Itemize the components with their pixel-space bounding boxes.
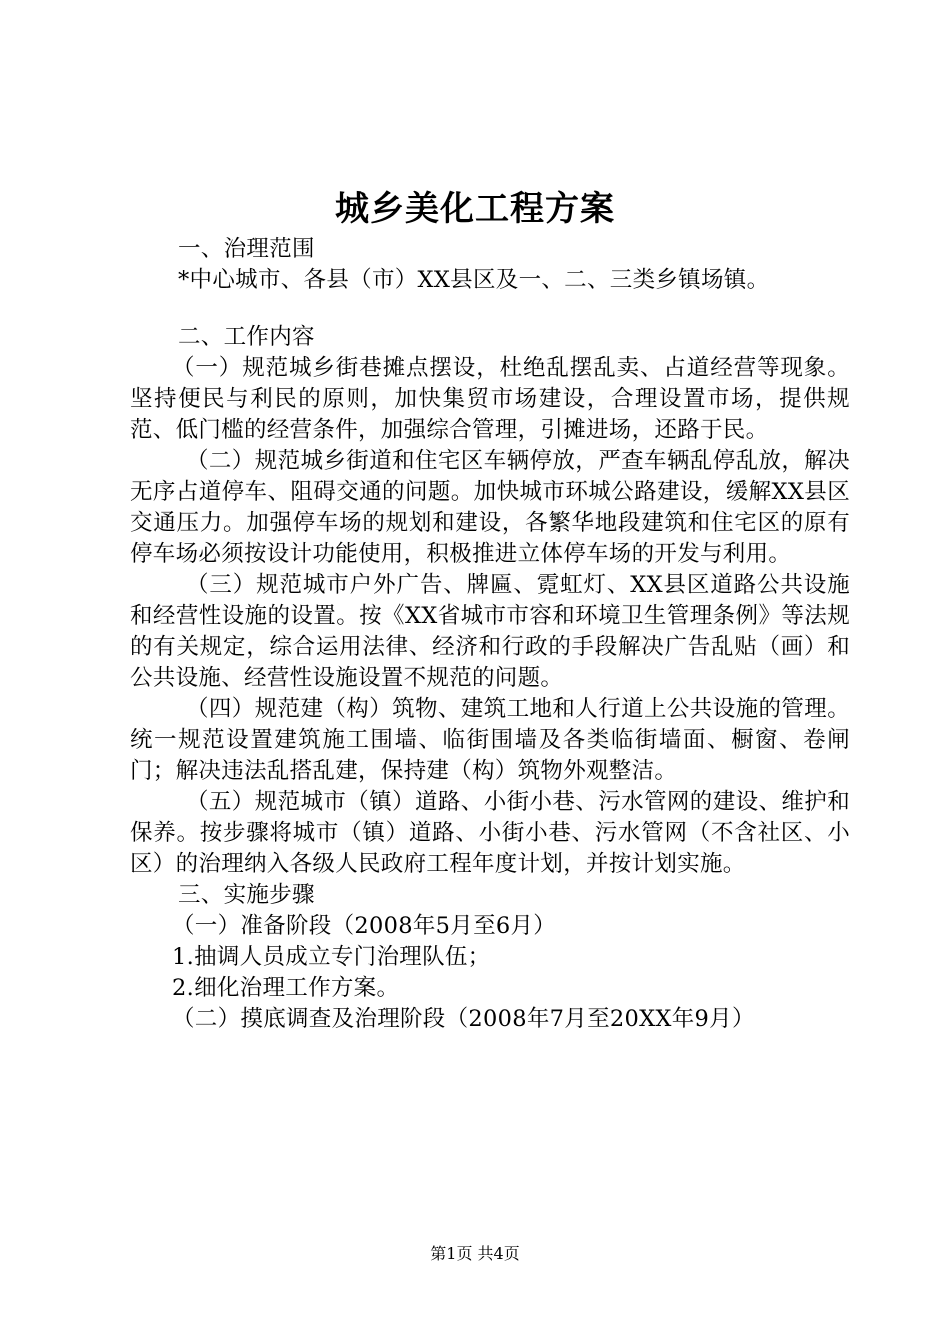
- section-heading-content: 二、工作内容: [178, 324, 315, 350]
- step-prep-phase: （一）准备阶段（2008年5月至6月）: [172, 913, 557, 939]
- page-footer: 第1页 共4页: [430, 1244, 520, 1263]
- paragraph-item-2: （二）规范城乡街道和住宅区车辆停放，严查车辆乱停乱放，解决无序占道停车、阻碍交通的问题。加快城市环城公路建设，缓解XX县区交通压力。加强停车场的规划和建设，各繁华地段建筑和住宅区的原有停车场必须按设计功能使用，积极推进立体停车场的开发与利用。: [130, 448, 850, 567]
- paragraph-item-3: （三）规范城市户外广告、牌匾、霓虹灯、XX县区道路公共设施和经营性设施的设置。按《XX省城市市容和环境卫生管理条例》等法规的有关规定，综合运用法律、经济和行政的手段解决广告乱贴（画）和公共设施、经营性设施设置不规范的问题。: [130, 572, 850, 691]
- section-heading-scope: 一、治理范围: [178, 236, 315, 262]
- step-survey-phase: （二）摸底调查及治理阶段（2008年7月至20XX年9月）: [172, 1006, 755, 1032]
- paragraph-item-5: （五）规范城市（镇）道路、小街小巷、污水管网的建设、维护和保养。按步骤将城市（镇）道路、小街小巷、污水管网（不含社区、小区）的治理纳入各级人民政府工程年度计划，并按计划实施。: [130, 789, 850, 877]
- step-prep-item-2: 2.细化治理工作方案。: [172, 975, 400, 1001]
- document-body: [130, 234, 850, 1035]
- paragraph-item-1: （一）规范城乡街巷摊点摆设，杜绝乱摆乱卖、占道经营等现象。坚持便民与利民的原则，加快集贸市场建设，合理设置市场，提供规范、低门槛的经营条件，加强综合管理，引摊进场，还路于民。: [130, 355, 850, 443]
- document-title: 城乡美化工程方案: [335, 189, 615, 229]
- step-prep-item-1: 1.抽调人员成立专门治理队伍；: [172, 944, 491, 970]
- paragraph-scope: *中心城市、各县（市）XX县区及一、二、三类乡镇场镇。: [178, 267, 770, 293]
- paragraph-item-4: （四）规范建（构）筑物、建筑工地和人行道上公共设施的管理。统一规范设置建筑施工围墙、临街围墙及各类临街墙面、橱窗、卷闸门；解决违法乱搭乱建，保持建（构）筑物外观整洁。: [130, 696, 850, 784]
- section-heading-steps: 三、实施步骤: [178, 882, 315, 908]
